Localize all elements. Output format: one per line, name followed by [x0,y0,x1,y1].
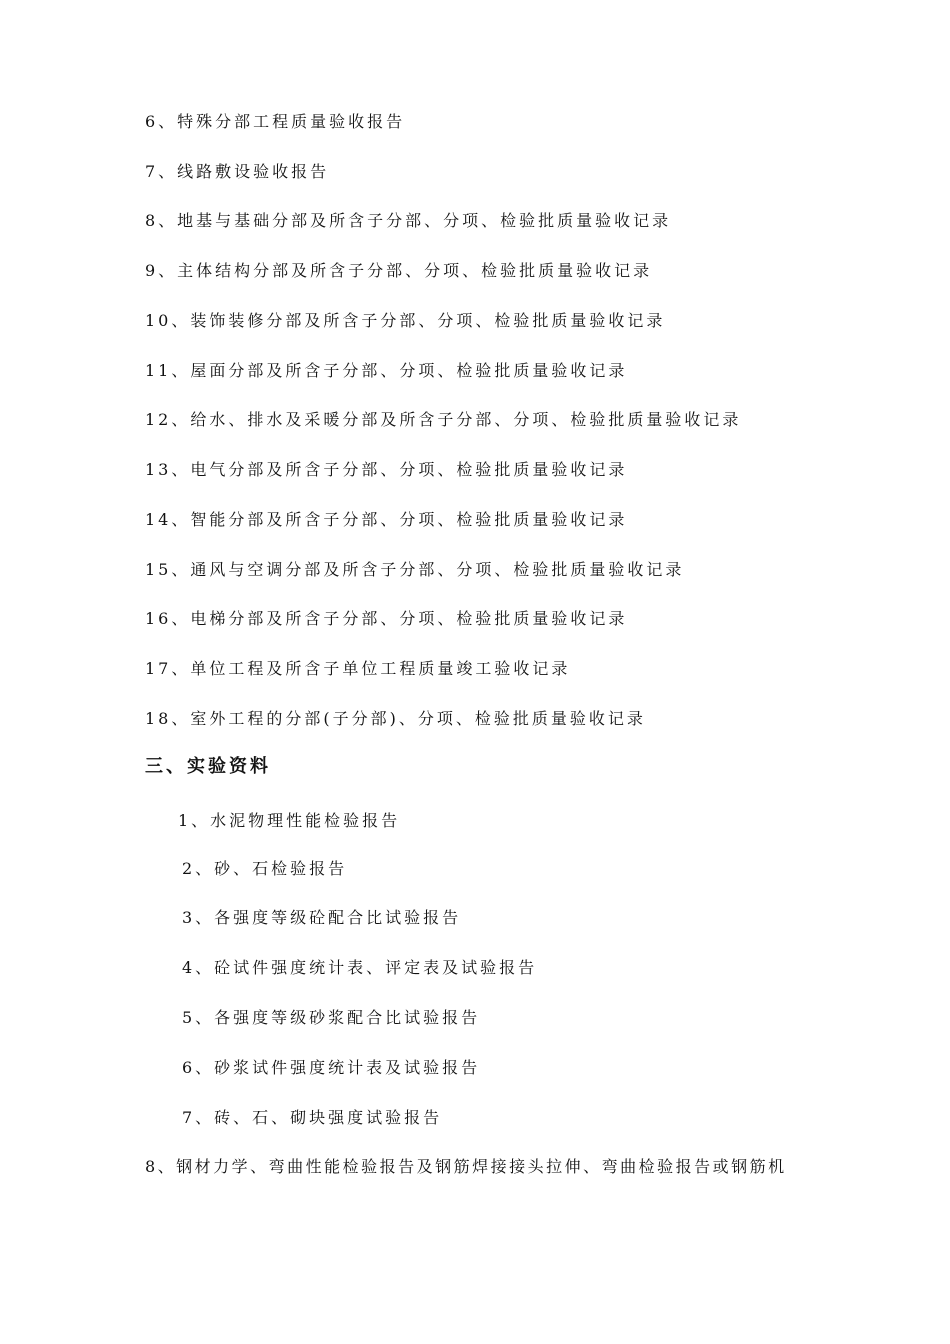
list-item: 16、电梯分部及所含子分部、分项、检验批质量验收记录 [145,609,628,628]
list-item: 3、各强度等级砼配合比试验报告 [182,908,462,927]
list-item: 2、砂、石检验报告 [182,859,348,878]
list-item: 7、砖、石、砌块强度试验报告 [182,1108,443,1127]
list-item: 14、智能分部及所含子分部、分项、检验批质量验收记录 [145,510,628,529]
list-item: 5、各强度等级砂浆配合比试验报告 [182,1008,481,1027]
list-item: 15、通风与空调分部及所含子分部、分项、检验批质量验收记录 [145,560,685,579]
list-item: 12、给水、排水及采暖分部及所含子分部、分项、检验批质量验收记录 [145,410,742,429]
section-heading: 三、实验资料 [145,756,271,777]
list-item: 6、砂浆试件强度统计表及试验报告 [182,1058,481,1077]
list-item: 18、室外工程的分部(子分部)、分项、检验批质量验收记录 [145,709,646,728]
list-item: 8、钢材力学、弯曲性能检验报告及钢筋焊接接头拉伸、弯曲检验报告或钢筋机 [145,1157,787,1176]
list-item: 17、单位工程及所含子单位工程质量竣工验收记录 [145,659,571,678]
list-item: 7、线路敷设验收报告 [145,162,330,181]
list-item: 13、电气分部及所含子分部、分项、检验批质量验收记录 [145,460,628,479]
list-item: 6、特殊分部工程质量验收报告 [145,112,406,131]
list-item: 9、主体结构分部及所含子分部、分项、检验批质量验收记录 [145,261,653,280]
list-item: 4、砼试件强度统计表、评定表及试验报告 [182,958,538,977]
list-item: 11、屋面分部及所含子分部、分项、检验批质量验收记录 [145,361,628,380]
list-item: 1、水泥物理性能检验报告 [178,811,401,830]
list-item: 8、地基与基础分部及所含子分部、分项、检验批质量验收记录 [145,211,672,230]
list-item: 10、装饰装修分部及所含子分部、分项、检验批质量验收记录 [145,311,666,330]
